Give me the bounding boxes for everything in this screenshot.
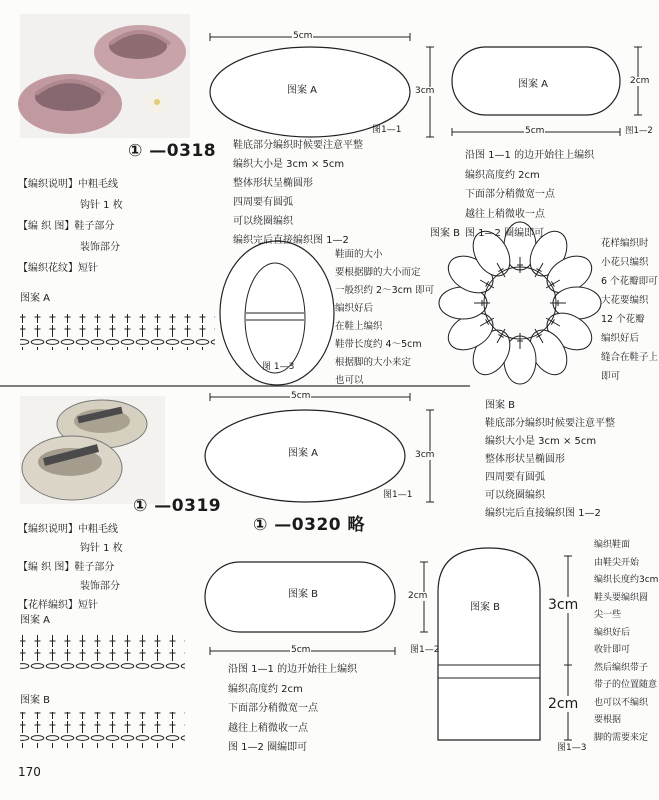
notes-title: 图案 B	[485, 400, 516, 411]
note-line: 编织完后直接编织图 1—2	[485, 508, 601, 519]
note-line: 花样编织时	[601, 238, 649, 249]
spec-line: 【编 织 图】鞋子部分	[18, 221, 115, 232]
fig-1-2-width-label: 5cm	[525, 126, 545, 136]
note-line: 可以绕圈编织	[233, 216, 293, 227]
fig-1-3-lower-height-label: 2cm	[548, 696, 579, 712]
flower-chart-label: 图案 B	[430, 228, 461, 239]
note-line: 即可	[601, 371, 621, 382]
note-line: 整体形状呈椭圆形	[485, 454, 565, 465]
spec-line: 钩针 1 枚	[80, 200, 123, 211]
flower-notes	[601, 234, 658, 386]
fig-1-3-caption: 图 1—3	[262, 362, 295, 372]
note-line: 沿图 1—1 的边开始往上编织	[465, 150, 595, 161]
pattern-code-0320: ① —0320 略	[253, 515, 366, 535]
note-line: 也可以不编织	[594, 697, 649, 708]
spec-line: 装饰部分	[80, 581, 120, 592]
note-line: 然后编织带子	[594, 662, 649, 673]
note-line: 带子的位置随意	[594, 680, 658, 690]
fig-1-3-label: 图案 B	[470, 602, 501, 613]
note-line: 根据脚的大小来定	[335, 357, 412, 368]
note-line: 编织大小是 3cm × 5cm	[233, 159, 345, 170]
stitch-chart-a-label: 图案 A	[20, 293, 51, 304]
fig-1-1-width-label: 5cm	[291, 391, 311, 401]
note-line: 编织完后直接编织图 1—2	[233, 235, 349, 246]
note-line: 由鞋尖开始	[594, 557, 640, 568]
note-line: 越往上稍微收一点	[228, 722, 308, 734]
note-line: 图 1—2 圈编即可	[228, 742, 308, 753]
specs-0318	[18, 174, 123, 279]
note-line: 大花要编织	[601, 295, 649, 306]
note-line: 编织长度约3cm	[594, 575, 659, 585]
note-line: 编织鞋面	[594, 540, 631, 550]
note-line: 沿图 1—1 的边开始往上编织	[228, 664, 358, 675]
shoe-photo-0318	[18, 14, 190, 138]
fig-1-2-height-label: 2cm	[630, 76, 650, 86]
fig-1-2-height-label: 2cm	[408, 591, 428, 601]
fig-1-2-label: 图案 B	[288, 589, 319, 600]
fig-1-2-label: 图案 A	[518, 79, 549, 90]
note-line: 编织高度约 2cm	[465, 169, 540, 181]
upper-notes-0318	[335, 246, 434, 390]
fig-1-1-label: 图案 A	[288, 448, 319, 459]
note-line: 编织好后	[594, 627, 631, 638]
side-notes-0319	[228, 660, 357, 758]
note-line: 要根据脚的大小而定	[335, 267, 421, 278]
spec-line: 【编织说明】中粗毛线	[18, 179, 118, 190]
note-line: 缝合在鞋子上	[601, 352, 659, 363]
pattern-code-0319: ① —0319	[133, 496, 222, 516]
note-line: 编织大小是 3cm × 5cm	[485, 436, 597, 447]
stitch-chart-a-0319	[20, 634, 185, 670]
note-line: 鞋头要编织圆	[594, 592, 649, 603]
sole-notes-0319	[485, 397, 615, 523]
fig-1-3-height-dimension	[564, 556, 572, 740]
fig-1-2-width-label: 5cm	[291, 645, 311, 655]
spec-line: 钩针 1 枚	[80, 543, 123, 554]
note-line: 12 个花瓣	[601, 314, 645, 325]
note-line: 编织高度约 2cm	[228, 683, 303, 695]
note-line: 可以绕圈编织	[485, 490, 545, 501]
fig-1-1-height-label: 3cm	[415, 86, 435, 96]
note-line: 收针即可	[594, 645, 631, 655]
spec-line: 【编织说明】中粗毛线	[18, 524, 118, 535]
note-line: 下面部分稍微宽一点	[465, 189, 555, 200]
spec-line: 【花样编织】短针	[18, 600, 98, 611]
note-line: 鞋底部分编织时候要注意平整	[485, 418, 615, 429]
fig-1-3-caption: 图1—3	[557, 743, 587, 753]
stitch-chart-a-label: 图案 A	[20, 615, 51, 626]
note-line: 越往上稍微收一点	[465, 208, 545, 220]
specs-0319	[18, 520, 123, 615]
note-line: 也可以	[335, 375, 364, 386]
fig-1-2-caption: 图1—2	[410, 645, 440, 655]
fig-1-1-label: 图案 A	[287, 85, 318, 96]
note-line: 图 1—2 圈编即可	[465, 228, 545, 239]
fig-1-3-upper-piece	[438, 548, 540, 740]
flower-center-ring	[484, 267, 556, 339]
note-line: 四周要有圆弧	[233, 197, 293, 208]
fig-1-1-width-label: 5cm	[293, 31, 313, 41]
spec-line: 【编 织 图】鞋子部分	[18, 562, 115, 573]
fig-1-2-caption: 图1—2	[625, 126, 653, 136]
stitch-chart-b-label: 图案 B	[20, 695, 51, 706]
shoe-photo-0319	[20, 396, 165, 504]
note-line: 一般织约 2～3cm 即可	[335, 285, 435, 296]
note-line: 下面部分稍微宽一点	[228, 703, 318, 714]
pattern-code-0318: ① —0318	[128, 141, 217, 161]
note-line: 鞋底部分编织时候要注意平整	[233, 140, 363, 151]
note-line: 鞋带长度约 4～5cm	[335, 339, 422, 350]
note-line: 脚的需要来定	[594, 732, 649, 743]
note-line: 6 个花瓣即可	[601, 276, 658, 287]
note-line: 小花只编织	[601, 257, 649, 268]
note-line: 要根据	[594, 715, 622, 725]
note-line: 鞋面的大小	[335, 249, 383, 260]
note-line: 整体形状呈椭圆形	[233, 178, 313, 189]
note-line: 编织好后	[601, 333, 640, 344]
spec-line: 【编织花纹】短针	[18, 263, 98, 274]
fig-1-1-caption: 图1—1	[372, 125, 402, 135]
side-notes-0318	[465, 146, 594, 244]
upper-notes-0319	[594, 537, 658, 747]
fig-1-1-caption: 图1—1	[383, 490, 413, 500]
note-line: 在鞋上编织	[335, 321, 383, 332]
spec-line: 装饰部分	[80, 242, 120, 253]
fig-1-3-upper-height-label: 3cm	[548, 597, 579, 613]
flower-chart	[439, 222, 601, 384]
fig-1-1-height-label: 3cm	[415, 450, 435, 460]
note-line: 四周要有圆弧	[485, 472, 545, 483]
sole-notes-0318	[233, 136, 363, 250]
note-line: 尖一些	[594, 610, 622, 620]
note-line: 编织好后	[335, 303, 374, 314]
stitch-chart-a-0318	[20, 314, 215, 350]
page-number: 170	[18, 765, 41, 779]
stitch-chart-b-0319	[20, 712, 185, 748]
